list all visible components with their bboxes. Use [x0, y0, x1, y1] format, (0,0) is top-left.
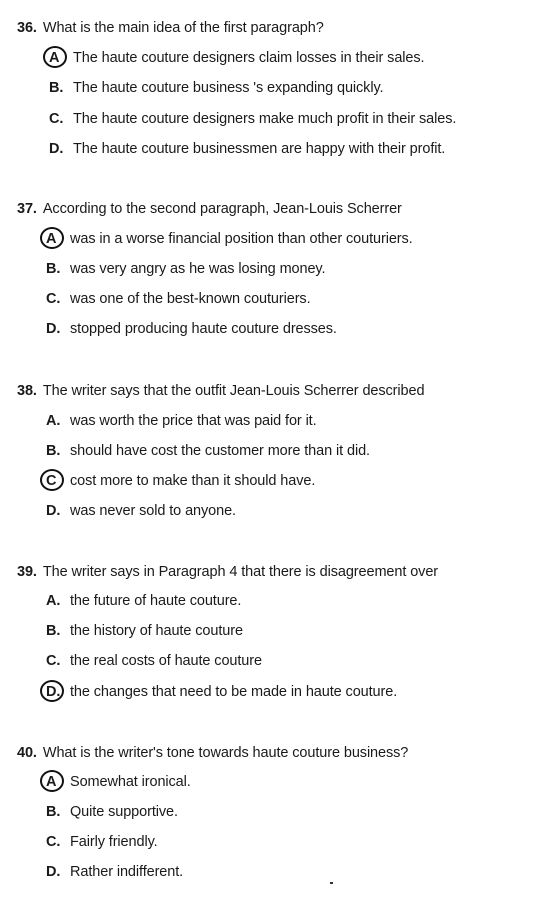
option-letter: A. [46, 413, 61, 429]
option-text: cost more to make than it should have. [70, 473, 316, 489]
scan-speck [330, 882, 333, 884]
option-37-b[interactable] [46, 260, 325, 278]
option-40-c[interactable] [46, 833, 158, 851]
option-40-a[interactable] [46, 773, 191, 791]
option-letter: A [49, 49, 73, 67]
option-37-c[interactable] [46, 290, 311, 308]
option-letter: D. [46, 864, 61, 880]
option-text: was in a worse financial position than other couturiers. [70, 231, 413, 247]
question-text: What is the writer's tone towards haute couture business? [42, 745, 409, 761]
answer-circle-mark [43, 46, 67, 68]
option-text: The haute couture businessmen are happy with their profit. [73, 141, 446, 157]
option-text: the changes that need to be made in haute couture. [70, 684, 398, 700]
question-text: What is the main idea of the first paragraph? [42, 20, 324, 36]
option-text: Rather indifferent. [70, 864, 184, 880]
option-text: was worth the price that was paid for it. [70, 413, 317, 429]
option-text: was one of the best-known couturiers. [70, 291, 311, 307]
option-37-d[interactable] [46, 320, 337, 338]
option-text: the history of haute couture [70, 623, 243, 639]
option-text: Quite supportive. [70, 804, 178, 820]
option-letter: D. [46, 503, 61, 519]
option-letter: B. [46, 623, 61, 639]
option-text: was never sold to anyone. [70, 503, 236, 519]
option-36-a[interactable] [49, 49, 424, 67]
option-letter: A [46, 230, 70, 248]
option-letter: B. [46, 443, 61, 459]
option-text: stopped producing haute couture dresses. [70, 321, 337, 337]
option-text: was very angry as he was losing money. [70, 261, 326, 277]
question-38-stem [17, 382, 424, 400]
option-letter: A [46, 773, 70, 791]
option-39-c[interactable] [46, 652, 262, 670]
option-letter: C [46, 472, 70, 490]
question-number: 40. [17, 745, 37, 761]
question-number: 36. [17, 20, 37, 36]
answer-circle-mark [40, 680, 64, 702]
question-number: 38. [17, 383, 37, 399]
question-text: The writer says that the outfit Jean-Louis Scherrer described [42, 383, 425, 399]
answer-circle-mark [40, 469, 64, 491]
question-37-stem [17, 200, 402, 218]
option-38-a[interactable] [46, 412, 317, 430]
option-text: should have cost the customer more than it did. [70, 443, 370, 459]
option-40-d[interactable] [46, 863, 183, 881]
option-39-b[interactable] [46, 622, 243, 640]
option-36-d[interactable] [49, 140, 445, 158]
option-text: the real costs of haute couture [70, 653, 262, 669]
question-text: The writer says in Paragraph 4 that there is disagreement over [42, 564, 439, 580]
option-letter: C. [49, 111, 64, 127]
option-39-a[interactable] [46, 592, 241, 610]
option-40-b[interactable] [46, 803, 178, 821]
option-text: The haute couture designers claim losses in their sales. [73, 50, 425, 66]
option-letter: D. [46, 683, 70, 701]
answer-circle-mark [40, 770, 64, 792]
option-39-d[interactable] [46, 683, 397, 701]
option-38-d[interactable] [46, 502, 236, 520]
option-37-a[interactable] [46, 230, 413, 248]
option-letter: C. [46, 834, 61, 850]
option-text: the future of haute couture. [70, 593, 242, 609]
option-letter: C. [46, 291, 61, 307]
option-letter: C. [46, 653, 61, 669]
option-letter: A. [46, 593, 61, 609]
question-text: According to the second paragraph, Jean-Louis Scherrer [42, 201, 402, 217]
option-letter: D. [49, 141, 64, 157]
question-number: 37. [17, 201, 37, 217]
option-38-c[interactable] [46, 472, 315, 490]
option-letter: D. [46, 321, 61, 337]
option-letter: B. [49, 80, 64, 96]
question-36-stem [17, 19, 324, 37]
answer-circle-mark [40, 227, 64, 249]
option-36-c[interactable] [49, 110, 456, 128]
option-text: The haute couture designers make much profit in their sales. [73, 111, 457, 127]
option-text: Fairly friendly. [70, 834, 158, 850]
option-letter: B. [46, 804, 61, 820]
option-36-b[interactable] [49, 79, 383, 97]
question-40-stem [17, 744, 408, 762]
question-number: 39. [17, 564, 37, 580]
option-text: Somewhat ironical. [70, 774, 191, 790]
option-38-b[interactable] [46, 442, 370, 460]
option-text: The haute couture business 's expanding quickly. [73, 80, 384, 96]
question-39-stem [17, 563, 438, 581]
option-letter: B. [46, 261, 61, 277]
